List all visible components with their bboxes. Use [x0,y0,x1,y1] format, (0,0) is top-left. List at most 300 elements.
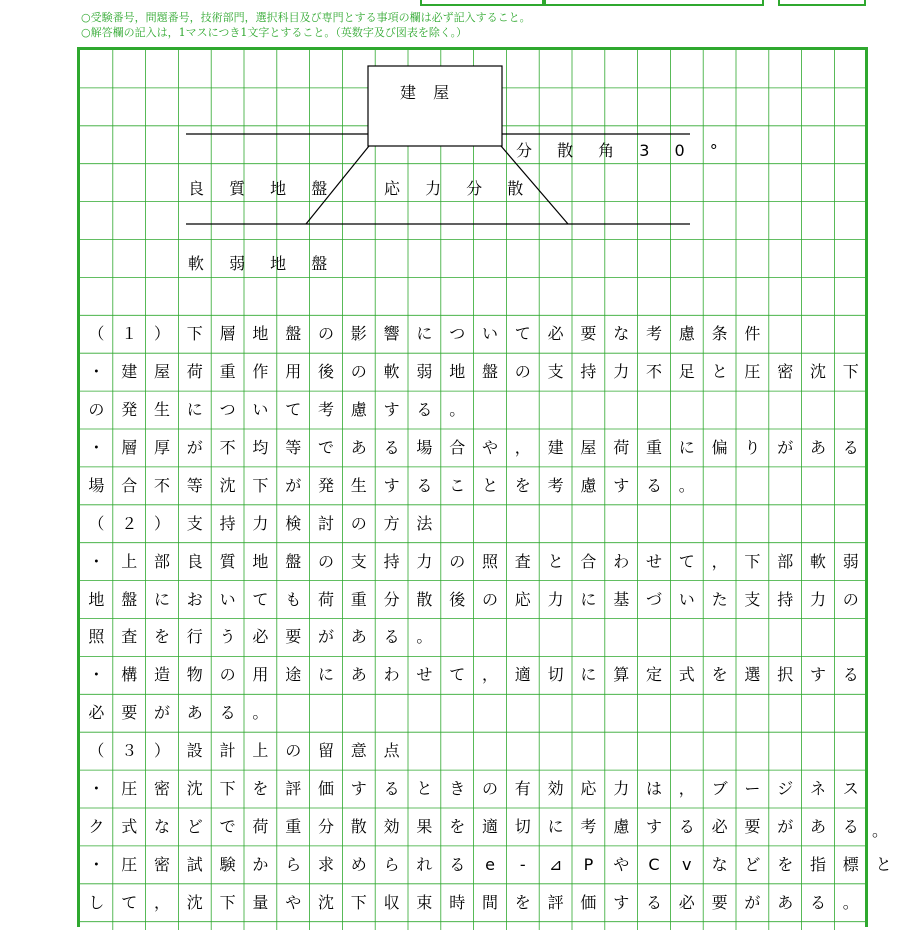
answer-char: 。 [678,475,695,495]
answer-char: い [678,589,695,609]
answer-char: が [744,892,761,912]
answer-char: ー [744,779,761,799]
answer-char: 査 [514,551,531,571]
answer-char: 考 [580,816,597,836]
answer-char: 途 [285,665,302,685]
answer-char: 慮 [678,324,695,344]
answer-char: 点 [383,741,400,761]
answer-char: 価 [580,892,597,912]
answer-char: 下 [219,779,236,799]
answer-char: の [481,589,498,609]
answer-char: 不 [153,475,170,495]
top-header-fields [0,0,920,8]
answer-char: 要 [121,703,138,723]
answer-char: 下 [186,324,203,344]
header-field-1[interactable] [420,0,544,6]
answer-char: き [449,779,466,799]
answer-char: る [416,400,433,420]
answer-char: る [842,437,859,457]
answer-char: ら [383,854,400,874]
answer-char: 下 [842,362,859,382]
answer-char: 盤 [121,589,138,609]
answer-char: 効 [383,816,400,836]
answer-char: に [580,589,597,609]
answer-char: 地 [88,589,105,609]
answer-char: 盤 [481,362,498,382]
answer-char: 屋 [153,362,170,382]
soft-ground-label: 軟 弱 地 盤 [188,254,338,273]
answer-char: ・ [88,854,105,874]
answer-char: 層 [121,437,138,457]
answer-char: ク [88,816,105,836]
answer-char: 盤 [285,324,302,344]
margin-overflow-char: 。 [872,821,889,840]
answer-char: つ [219,400,236,420]
answer-char: 合 [449,437,466,457]
answer-char: 支 [350,551,367,571]
answer-char: 圧 [121,854,138,874]
answer-char: 不 [645,362,662,382]
answer-char: 必 [547,324,564,344]
answer-char: が [777,816,794,836]
answer-char: 持 [383,551,400,571]
header-field-2[interactable] [544,0,764,6]
answer-char: と [547,551,564,571]
answer-char: 沈 [219,475,236,495]
answer-char: 厚 [153,437,170,457]
answer-char: 均 [252,437,269,457]
answer-char: て [252,589,269,609]
answer-char: 考 [317,400,334,420]
answer-char: や [285,892,302,912]
answer-char: 場 [88,475,105,495]
answer-char: 量 [252,892,269,912]
answer-char: 不 [219,437,236,457]
answer-char: 。 [449,400,466,420]
answer-char: 算 [613,665,630,685]
answer-char: な [613,324,630,344]
answer-char: る [219,703,236,723]
answer-char: 圧 [121,779,138,799]
answer-char: る [449,854,466,874]
answer-char: 上 [121,551,138,571]
answer-char: 力 [252,513,269,533]
answer-char: の [285,741,302,761]
answer-char: が [285,475,302,495]
answer-char: 標 [842,854,859,874]
answer-char: 重 [350,589,367,609]
answer-char: が [186,437,203,457]
answer-char: 発 [317,475,334,495]
answer-char: こ [449,475,466,495]
answer-char: 下 [744,551,761,571]
answer-char: ３ [121,741,138,761]
answer-char: 下 [219,892,236,912]
answer-char: （ [88,324,105,344]
answer-char: 設 [186,741,203,761]
answer-char: ， [678,779,695,799]
answer-char: か [252,854,269,874]
answer-char: 選 [744,665,761,685]
answer-char: る [645,475,662,495]
answer-char: な [711,854,728,874]
answer-char: 要 [285,627,302,647]
answer-char: （ [88,741,105,761]
answer-char: と [416,779,433,799]
answer-char: る [383,779,400,799]
answer-char: い [481,324,498,344]
answer-char: ） [153,324,170,344]
answer-char: 用 [285,362,302,382]
answer-char: 後 [317,362,334,382]
answer-char: 評 [547,892,564,912]
answer-char: 基 [613,589,630,609]
answer-char: 持 [219,513,236,533]
answer-char: 支 [186,513,203,533]
answer-char: 合 [121,475,138,495]
answer-char: （ [88,513,105,533]
answer-char: 査 [121,627,138,647]
answer-char: の [514,362,531,382]
answer-char: 圧 [744,362,761,382]
answer-char: せ [416,665,433,685]
answer-char: 重 [219,362,236,382]
answer-char: を [252,779,269,799]
answer-char: 下 [350,892,367,912]
answer-char: 部 [777,551,794,571]
header-field-3[interactable] [778,0,866,6]
answer-char: 価 [317,779,334,799]
answer-char: ） [153,741,170,761]
answer-char: 層 [219,324,236,344]
answer-char: １ [121,324,138,344]
answer-char: わ [613,551,630,571]
answer-char: 部 [153,551,170,571]
answer-char: を [777,854,794,874]
answer-char: と [481,475,498,495]
answer-char: 力 [547,589,564,609]
answer-char: を [153,627,170,647]
answer-char: す [645,816,662,836]
answer-char: 地 [252,551,269,571]
answer-char: 考 [547,475,564,495]
answer-char: る [383,437,400,457]
answer-char: 応 [580,779,597,799]
answer-char: 弱 [842,551,859,571]
answer-char: る [678,816,695,836]
answer-char: あ [350,665,367,685]
answer-char: 法 [416,513,433,533]
answer-char: ネ [809,779,826,799]
answer-char: る [842,665,859,685]
answer-char: 分 [383,589,400,609]
answer-char: 支 [547,362,564,382]
answer-char: 検 [285,513,302,533]
answer-char: を [514,892,531,912]
answer-char: 考 [645,324,662,344]
answer-char: 式 [678,665,695,685]
answer-char: 有 [514,779,531,799]
answer-char: 式 [121,816,138,836]
answer-char: す [383,400,400,420]
answer-char: 質 [219,551,236,571]
answer-char: 偏 [711,437,728,457]
answer-char: 重 [645,437,662,457]
answer-char: 荷 [317,589,334,609]
answer-char: の [449,551,466,571]
answer-char: う [219,627,236,647]
instruction-notes [81,10,531,40]
answer-char: る [809,892,826,912]
stress-dispersion-label: 応 力 分 散 [384,179,534,198]
answer-char: た [711,589,728,609]
answer-char: い [219,589,236,609]
answer-char: は [645,779,662,799]
answer-char: 密 [153,779,170,799]
answer-char: 沈 [186,779,203,799]
answer-char: る [842,816,859,836]
answer-char: る [416,475,433,495]
answer-char: 屋 [580,437,597,457]
answer-char: 弱 [416,362,433,382]
answer-char: 荷 [613,437,630,457]
answer-char: 用 [252,665,269,685]
answer-char: ・ [88,665,105,685]
answer-char: や [481,437,498,457]
answer-char: の [88,400,105,420]
answer-char: ） [153,513,170,533]
answer-char: 合 [580,551,597,571]
answer-char: 慮 [613,816,630,836]
answer-char: 影 [350,324,367,344]
answer-char: あ [186,703,203,723]
answer-char: す [613,475,630,495]
answer-char: ど [186,816,203,836]
answer-char: て [514,324,531,344]
answer-char: 件 [744,324,761,344]
note-line-1: ○受験番号，問題番号，技術部門，選択科目及び専門とする事項の欄は必ず記入すること。 [81,11,531,24]
answer-char: に [580,665,597,685]
answer-char: 評 [285,779,302,799]
answer-char: で [317,437,334,457]
answer-char: し [88,892,105,912]
answer-char: 力 [613,362,630,382]
answer-char: 荷 [252,816,269,836]
answer-char: 適 [514,665,531,685]
answer-char: の [842,589,859,609]
answer-char: 場 [416,437,433,457]
answer-char: 要 [580,324,597,344]
answer-char: 荷 [186,362,203,382]
answer-char: 。 [252,703,269,723]
answer-char: あ [350,437,367,457]
answer-char: 験 [219,854,236,874]
answer-char: る [383,627,400,647]
answer-char: 。 [842,892,859,912]
answer-char: 応 [514,589,531,609]
answer-char: v [682,854,692,874]
answer-char: や [613,854,630,874]
answer-char: 盤 [285,551,302,571]
answer-char: ら [285,854,302,874]
answer-char: 密 [153,854,170,874]
answer-char: 慮 [580,475,597,495]
answer-char: 効 [547,779,564,799]
answer-char: す [613,892,630,912]
answer-char: 沈 [317,892,334,912]
answer-char: て [285,400,302,420]
answer-char: 密 [777,362,794,382]
answer-char: ・ [88,779,105,799]
answer-char: 下 [252,475,269,495]
answer-char: ス [842,779,859,799]
note-line-2: ○解答欄の記入は，1マスにつき1文字とすること。（英数字及び図表を除く。） [81,26,468,39]
answer-char: 良 [186,551,203,571]
answer-char: 作 [252,362,269,382]
answer-char: 方 [383,513,400,533]
answer-char: 足 [678,362,695,382]
answer-char: 果 [416,816,433,836]
answer-char: 時 [449,892,466,912]
answer-char: す [383,475,400,495]
answer-char: ， [711,551,728,571]
answer-char: 後 [449,589,466,609]
answer-char: ， [514,437,531,457]
answer-char: を [711,665,728,685]
answer-char: 照 [481,551,498,571]
answer-char: 持 [777,589,794,609]
answer-char: 択 [777,665,794,685]
answer-char: の [219,665,236,685]
answer-char: 響 [383,324,400,344]
answer-char: 切 [514,816,531,836]
answer-char: あ [809,437,826,457]
good-ground-label: 良 質 地 盤 [188,179,338,198]
answer-char: 分 [317,816,334,836]
answer-char: い [252,400,269,420]
answer-char: 造 [153,665,170,685]
answer-char: 討 [317,513,334,533]
answer-char: 。 [416,627,433,647]
answer-char: 必 [88,703,105,723]
answer-char: 指 [809,854,826,874]
answer-char: 地 [252,324,269,344]
answer-char: で [219,816,236,836]
answer-char: が [153,703,170,723]
answer-char: つ [449,324,466,344]
answer-char: が [777,437,794,457]
answer-char: 支 [744,589,761,609]
answer-char: り [744,437,761,457]
answer-char: あ [777,892,794,912]
answer-char: に [416,324,433,344]
answer-char: 力 [613,779,630,799]
answer-char: 沈 [186,892,203,912]
answer-char: 慮 [350,400,367,420]
answer-char: の [317,324,334,344]
answer-char: る [645,892,662,912]
answer-char: 等 [186,475,203,495]
answer-char: め [350,854,367,874]
answer-char: ， [481,665,498,685]
answer-char: P [583,854,594,874]
answer-char: 上 [252,741,269,761]
answer-char: 軟 [809,551,826,571]
answer-char: ⊿ [548,854,563,874]
answer-char: づ [645,589,662,609]
answer-char: 散 [350,816,367,836]
answer-char: わ [383,665,400,685]
answer-char: 条 [711,324,728,344]
answer-char: 計 [219,741,236,761]
answer-char: に [547,816,564,836]
answer-char: 必 [711,816,728,836]
answer-char: 切 [547,665,564,685]
answer-char: の [481,779,498,799]
answer-char: 発 [121,400,138,420]
answer-char: 力 [416,551,433,571]
answer-char: 散 [416,589,433,609]
answer-char: に [317,665,334,685]
answer-char: に [153,589,170,609]
answer-char: 要 [744,816,761,836]
answer-char: 建 [547,437,564,457]
answer-char: に [186,400,203,420]
answer-char: と [875,854,892,874]
answer-char: ２ [121,513,138,533]
answer-char: 地 [449,362,466,382]
answer-char: ， [153,892,170,912]
answer-char: の [350,362,367,382]
answer-char: 適 [481,816,498,836]
answer-char: ・ [88,551,105,571]
answer-char: も [285,589,302,609]
answer-char: 沈 [809,362,826,382]
answer-char: 照 [88,627,105,647]
answer-char: れ [416,854,433,874]
answer-char: ・ [88,437,105,457]
answer-char: 試 [186,854,203,874]
answer-char: 行 [186,627,203,647]
answer-char: 必 [252,627,269,647]
answer-char: 力 [809,589,826,609]
answer-char: あ [809,816,826,836]
answer-char: を [514,475,531,495]
answer-char: て [449,665,466,685]
answer-char: ジ [777,779,794,799]
answer-char: 定 [645,665,662,685]
answer-char: 生 [153,400,170,420]
answer-char: ど [744,854,761,874]
answer-char: - [519,854,526,874]
answer-char: ブ [711,779,728,799]
answer-char: 束 [416,892,433,912]
answer-char: 必 [678,892,695,912]
answer-char: e [485,854,495,874]
answer-char: 収 [383,892,400,912]
answer-char: す [809,665,826,685]
answer-sheet [77,47,892,927]
answer-char: 等 [285,437,302,457]
answer-char: 生 [350,475,367,495]
answer-char: 構 [121,665,138,685]
answer-char: と [711,362,728,382]
answer-char: 求 [317,854,334,874]
building-label: 建 屋 [400,83,456,102]
answer-char: あ [350,627,367,647]
answer-char: の [350,513,367,533]
answer-char: お [186,589,203,609]
